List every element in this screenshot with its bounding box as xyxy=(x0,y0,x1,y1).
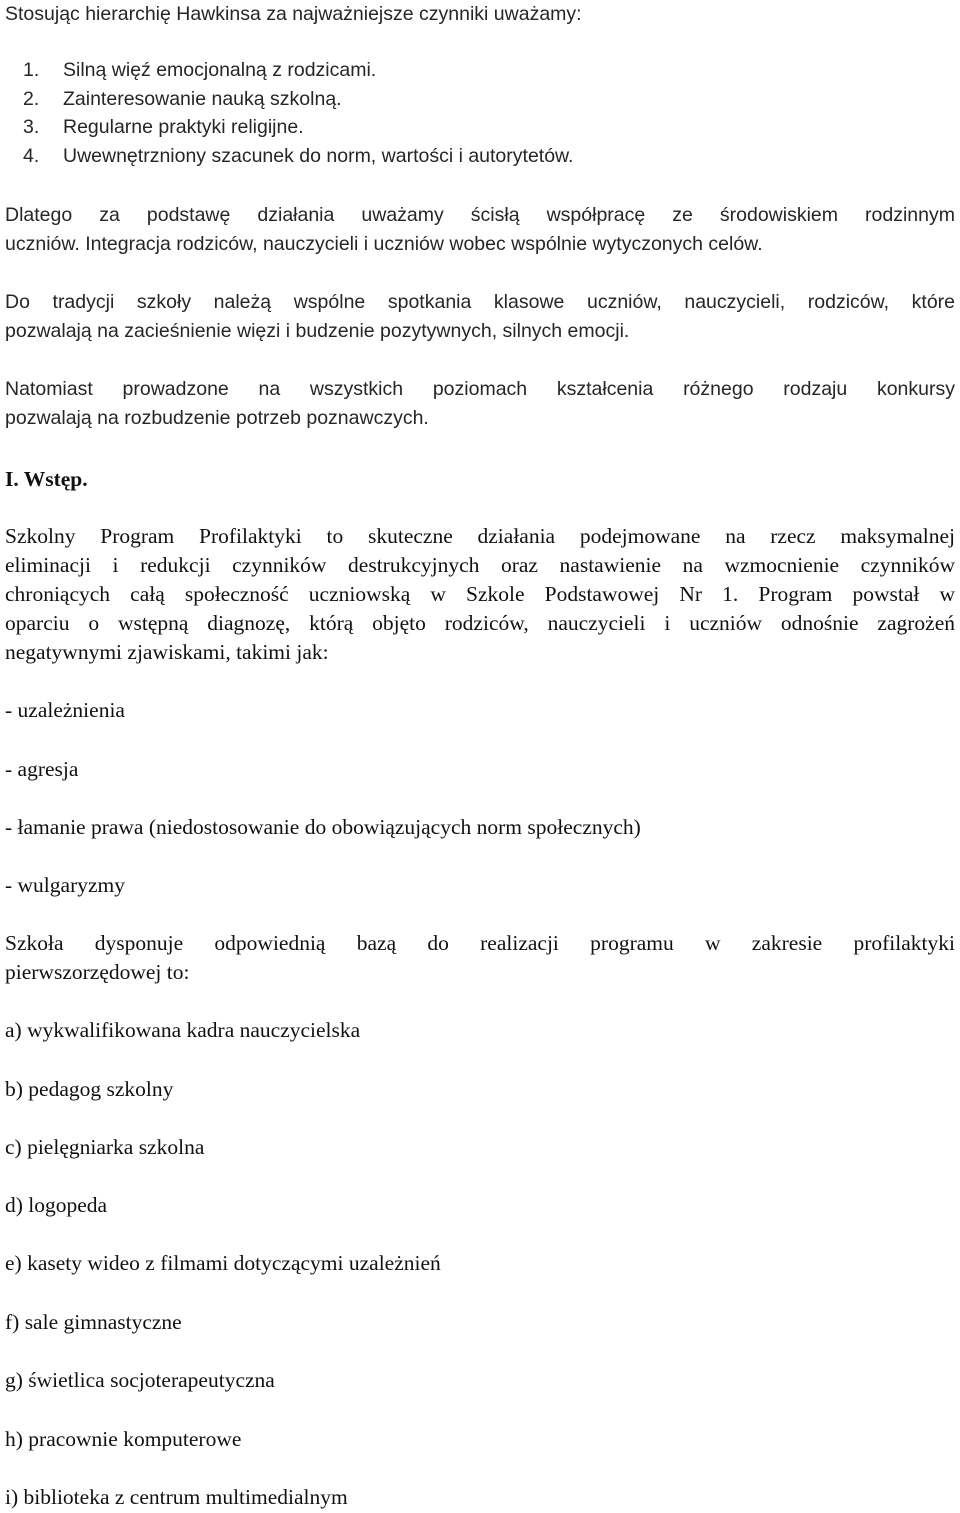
paragraph-line: Szkolny Program Profilaktyki to skuteczne działania podejmowane na rzecz maksymalnej xyxy=(5,524,955,548)
paragraph-line: Szkoła dysponuje odpowiednią bazą do realizacji programu w zakresie profilaktyki xyxy=(5,931,955,955)
section-heading: I. Wstęp. xyxy=(5,467,88,491)
resource-item: c) pielęgniarka szkolna xyxy=(5,1135,205,1159)
factor-text: Regularne praktyki religijne. xyxy=(63,116,304,138)
factor-number: 2. xyxy=(23,88,40,110)
paragraph-line: chroniących całą społeczność uczniowską w Szkole Podstawowej Nr 1. Program powstał w xyxy=(5,582,955,606)
factor-item xyxy=(23,143,573,169)
resource-item: i) biblioteka z centrum multimedialnym xyxy=(5,1485,348,1509)
threat-item: - łamanie prawa (niedostosowanie do obowiązujących norm społecznych) xyxy=(5,815,641,839)
paragraph-line: pozwalają na rozbudzenie potrzeb poznawczych. xyxy=(5,407,429,429)
paragraph-line: negatywnymi zjawiskami, takimi jak: xyxy=(5,640,329,664)
paragraph-line: eliminacji i redukcji czynników destrukcyjnych oraz nastawienie na wzmocnienie czynników xyxy=(5,553,955,577)
factor-text: Uwewnętrzniony szacunek do norm, wartości i autorytetów. xyxy=(63,145,574,167)
factor-number: 4. xyxy=(23,145,40,167)
paragraph-line: Natomiast prowadzone na wszystkich poziomach kształcenia różnego rodzaju konkursy xyxy=(5,378,955,400)
paragraph-line: Do tradycji szkoły należą wspólne spotkania klasowe uczniów, nauczycieli, rodziców, które xyxy=(5,291,955,313)
factor-text: Silną więź emocjonalną z rodzicami. xyxy=(63,59,377,81)
factor-number: 1. xyxy=(23,59,40,81)
resource-item: d) logopeda xyxy=(5,1193,108,1217)
paragraph-line: uczniów. Integracja rodziców, nauczycieli i uczniów wobec wspólnie wytyczonych celów. xyxy=(5,233,763,255)
threat-item: - uzależnienia xyxy=(5,698,125,722)
paragraph-line: pierwszorzędowej to: xyxy=(5,960,190,984)
threat-item: - agresja xyxy=(5,757,79,781)
factor-item xyxy=(23,114,304,140)
resource-item: a) wykwalifikowana kadra nauczycielska xyxy=(5,1018,361,1042)
factor-text: Zainteresowanie nauką szkolną. xyxy=(63,88,342,110)
resource-item: e) kasety wideo z filmami dotyczącymi uzależnień xyxy=(5,1251,441,1275)
resource-item: g) świetlica socjoterapeutyczna xyxy=(5,1368,275,1392)
resource-item: b) pedagog szkolny xyxy=(5,1077,174,1101)
paragraph-line: pozwalają na zacieśnienie więzi i budzenie pozytywnych, silnych emocji. xyxy=(5,320,630,342)
threat-item: - wulgaryzmy xyxy=(5,873,126,897)
factor-number: 3. xyxy=(23,116,40,138)
intro-text: Stosując hierarchię Hawkinsa za najważniejsze czynniki uważamy: xyxy=(5,3,582,25)
factor-item xyxy=(23,86,342,112)
resource-item: f) sale gimnastyczne xyxy=(5,1310,182,1334)
factor-item xyxy=(23,57,376,83)
paragraph-line: oparciu o wstępną diagnozę, którą objęto rodziców, nauczycieli i uczniów odnośnie zagrożeń xyxy=(5,611,955,635)
resource-item: h) pracownie komputerowe xyxy=(5,1427,242,1451)
paragraph-line: Dlatego za podstawę działania uważamy ścisłą współpracę ze środowiskiem rodzinnym xyxy=(5,204,955,226)
